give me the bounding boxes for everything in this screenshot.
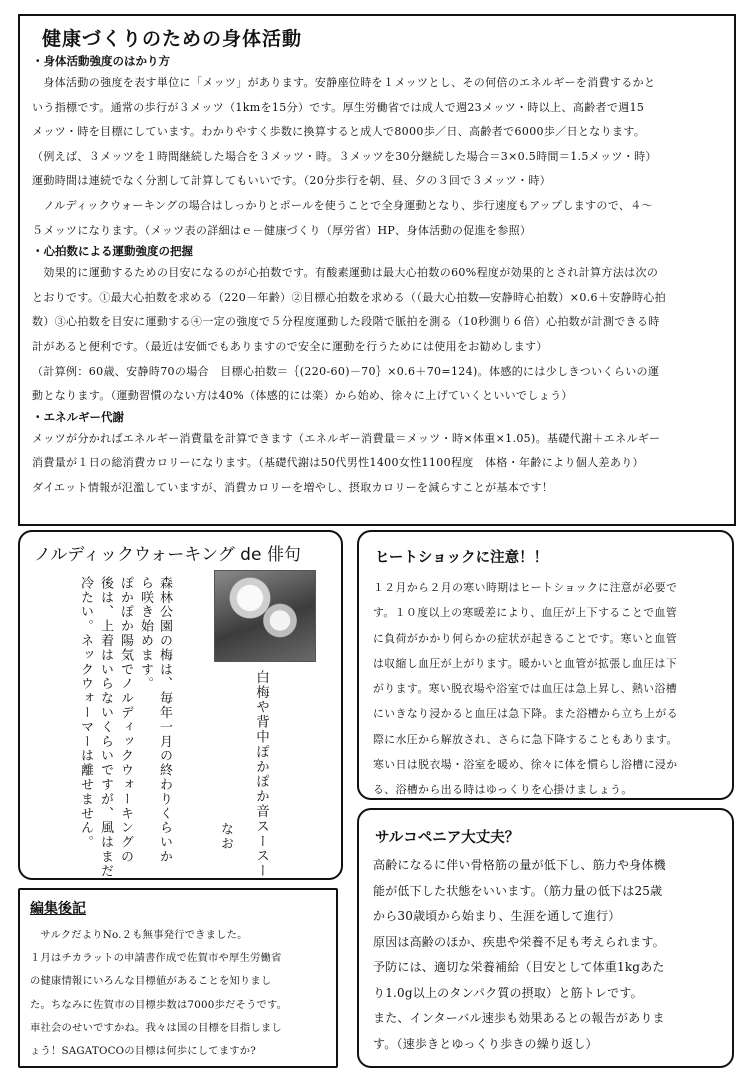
haiku-body-line: 森林公園の梅は、毎年一月の終わりくらいか xyxy=(157,576,172,864)
text-line: 際に水圧から解放され、さらに急下降することもあります。 xyxy=(373,732,678,746)
text-line: ダイエット情報が氾濫していますが、消費カロリーを増やし、摂取カロリーを減らすことが基本です！ xyxy=(32,480,554,494)
heat-shock-title: ヒートショックに注意！！ xyxy=(375,550,549,566)
haiku-body-line: ぽかぽか陽気でノルディックウォーキングの xyxy=(118,576,133,864)
text-line: 運動時間は連続でなく分割して計算してもいいです。（20分歩行を朝、昼、夕の３回で３メッツ・時） xyxy=(32,174,552,188)
haiku-body-line: 後は、上着はいらないくらいですが、風はまだ xyxy=(98,576,113,879)
text-line: １２月から２月の寒い時期はヒートショックに注意が必要で xyxy=(373,581,678,594)
text-line: ノルディックウォーキングの場合はしっかりとポールを使うことで全身運動となり、歩行速度もアップしますので、４〜 xyxy=(32,198,653,212)
text-line: サルクだよりNo.２も無事発行できました。 xyxy=(30,929,248,941)
section-heading-heart-rate: ・心拍数による運動強度の把握 xyxy=(32,244,193,259)
text-line: に負荷がかかり何らかの症状が起きることです。寒いと血管 xyxy=(373,631,678,645)
editors-note-section xyxy=(18,888,338,1068)
haiku-title: ノルディックウォーキング de 俳句 xyxy=(34,545,301,565)
text-line: 寒い日は脱衣場・浴室を暖め、徐々に体を慣らし浴槽に浸か xyxy=(373,758,678,772)
text-line: がります。寒い脱衣場や浴室では血圧は急上昇し、熱い浴槽 xyxy=(373,682,678,696)
text-line: 数）③心拍数を目安に運動する④一定の強度で５分程度運動した段階で脈拍を測る（10秒測り６倍）心拍数が計測できる時 xyxy=(32,315,660,329)
haiku-poem: 白梅や背中ぽかぽか音スースー xyxy=(253,670,269,879)
text-line: 原因は高齢のほか、疾患や栄養不足も考えられます。 xyxy=(373,934,665,949)
sarcopenia-title: サルコペニア大丈夫？ xyxy=(375,830,520,846)
text-line: いう指標です。通常の歩行が３メッツ（1kmを15分）です。厚生労働省では成人で週23メッツ・時以上、高齢者で週15 xyxy=(32,100,645,114)
text-line: 動となります。（運動習慣のない方は40%（体感的には楽）から始め、徐々に上げていくといいでしょう） xyxy=(32,389,573,403)
text-line: は収縮し血圧が上がります。暖かいと血管が拡張し血圧は下 xyxy=(373,656,678,670)
text-line: 能が低下した状態をいいます。（筋力量の低下は25歳 xyxy=(373,883,663,898)
plum-blossom-photo xyxy=(214,570,316,662)
heart-rate-paragraph xyxy=(32,261,724,409)
text-line: メッツが分かればエネルギー消費量を計算できます（エネルギー消費量＝メッツ・時×体重×1.05)。基礎代謝＋エネルギー xyxy=(32,431,661,445)
text-line: た。ちなみに佐賀市の目標歩数は7000歩だそうです。 xyxy=(30,998,288,1011)
text-line: 高齢になるに伴い骨格筋の量が低下し、筋力や身体機 xyxy=(373,858,666,872)
heat-shock-body xyxy=(373,575,718,803)
text-line: す。１０度以上の寒暖差により、血圧が上下することで血管 xyxy=(373,606,678,620)
health-activity-section xyxy=(18,14,736,526)
heat-shock-section xyxy=(357,530,734,800)
text-line: 効果的に運動するための目安になるのが心拍数です。有酸素運動は最大心拍数の60%程度が効果的とされ計算方法は次の xyxy=(32,266,659,280)
text-line: また、インターバル速歩も効果あるとの報告がありま xyxy=(373,1011,665,1025)
text-line: 予防には、適切な栄養補給（目安として体重1kgあた xyxy=(373,960,665,974)
mets-paragraph xyxy=(32,71,724,243)
text-line: 計があると便利です。（最近は安価でもありますので安全に運動を行うためには使用をお勧めします） xyxy=(32,339,548,353)
text-line: 消費量が１日の総消費カロリーになります。（基礎代謝は50代男性1400女性1100程度 体格・年齢により個人差あり） xyxy=(32,456,644,470)
editors-note-title: 編集後記 xyxy=(30,901,86,917)
text-line: 身体活動の強度を表す単位に「メッツ」があります。安静座位時を１メッツとし、その何倍のエネルギーを消費するかと xyxy=(32,76,656,89)
section-heading-energy: ・エネルギー代謝 xyxy=(32,409,124,424)
text-line: とおりです。①最大心拍数を求める（220－年齢）②目標心拍数を求める（（最大心拍数―安静時心拍数）×0.6＋安静時心拍 xyxy=(32,290,666,304)
text-line: メッツ・時を目標にしています。わかりやすく歩数に換算すると成人で8000歩／日、高齢者で6000歩／日となります。 xyxy=(32,125,646,139)
haiku-body-line: ら咲き始めます。 xyxy=(138,576,153,692)
section-heading-mets: ・身体活動強度のはかり方 xyxy=(32,54,170,68)
energy-paragraph xyxy=(32,427,724,501)
text-line: 車社会のせいですかね。我々は国の目標を目指しまし xyxy=(30,1021,282,1034)
sarcopenia-section xyxy=(357,808,734,1068)
text-line: から30歳頃から始まり、生涯を通して進行） xyxy=(373,909,621,923)
editors-note-body xyxy=(30,924,326,1063)
text-line: （例えば、３メッツを１時間継続した場合を３メッツ・時。３メッツを30分継続した場合＝3×0.5時間＝1.5メッツ・時） xyxy=(32,149,657,163)
text-line: （計算例：60歳、安静時70の場合 目標心拍数＝｛(220-60)－70｝×0.6＋70=124)。体感的には少しきついくらいの運 xyxy=(32,364,660,378)
text-line: にいきなり浸かると血圧は急下降。また浴槽から立ち上がる xyxy=(373,707,679,721)
haiku-body-line: 冷たい。ネックウォーマーは離せません。 xyxy=(78,576,93,850)
sarcopenia-body xyxy=(373,853,718,1057)
haiku-author: なお xyxy=(218,822,233,851)
haiku-section xyxy=(18,530,343,880)
text-line: す。（速歩きとゆっくり歩きの繰り返し） xyxy=(373,1036,598,1051)
text-line: り1.0g以上のタンパク質の摂取）と筋トレです。 xyxy=(373,985,643,1000)
text-line: の健康情報にいろんな目標値があることを知りまし xyxy=(30,975,272,988)
text-line: ょう！SAGATOCOの目標は何歩にしてますか? xyxy=(30,1045,256,1058)
text-line: る、浴槽から出る時はゆっくりを心掛けましょう。 xyxy=(373,783,633,797)
page-title: 健康づくりのための身体活動 xyxy=(42,28,303,50)
text-line: １月はチカラットの申請書作成で佐賀市や厚生労働省 xyxy=(30,952,282,965)
text-line: ５メッツになります。（メッツ表の詳細はｅ－健康づくり（厚労省）HP、身体活動の促進を参照） xyxy=(32,223,532,237)
